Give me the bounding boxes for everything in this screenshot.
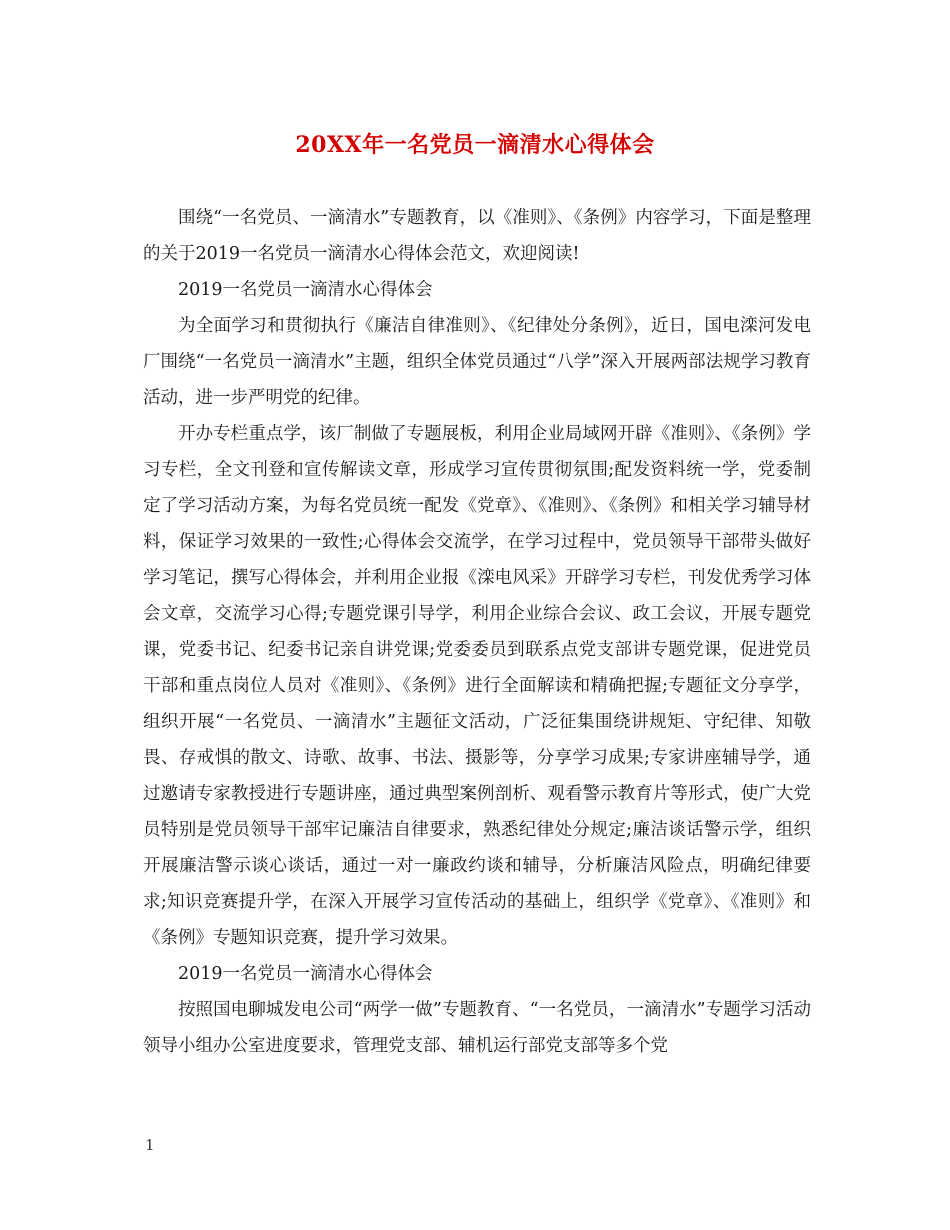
paragraph-3: 按照国电聊城发电公司“两学一做”专题教育、“一名党员，一滴清水”专题学习活动领导小组办公室进度要求，管理党支部、辅机运行部党支部等多个党: [143, 1000, 811, 1056]
document-title: 20XX年一名党员一滴清水心得体会: [295, 132, 655, 158]
document-body: [143, 200, 811, 1064]
section-heading-1: 2019一名党员一滴清水心得体会: [178, 280, 433, 300]
section-heading-2: 2019一名党员一滴清水心得体会: [178, 964, 433, 984]
page-number: 1: [145, 1136, 155, 1154]
paragraph-2: 开办专栏重点学，该厂制做了专题展板，利用企业局域网开辟《准则》、《条例》学习专栏，全文刊登和宣传解读文章，形成学习宣传贯彻氛围;配发资料统一学，党委制定了学习活动方案，为每名党员统一配发《党章》、《准则》、《条例》和相关学习辅导材料，保证学习效果的一致性;心得体会交流学，在学习过程中，党员领导干部带头做好学习笔记，撰写心得体会，并利用企业报《滦电风采》开辟学习专栏，刊发优秀学习体会文章，交流学习心得;专题党课引导学，利用企业综合会议、政工会议，开展专题党课，党委书记、纪委书记亲自讲党课;党委委员到联系点党支部讲专题党课，促进党员干部和重点岗位人员对《准则》、《条例》进行全面解读和精确把握;专题征文分享学，组织开展“一名党员、一滴清水”主题征文活动，广泛征集围绕讲规矩、守纪律、知敬畏、存戒惧的散文、诗歌、故事、书法、摄影等，分享学习成果;专家讲座辅导学，通过邀请专家教授进行专题讲座，通过典型案例剖析、观看警示教育片等形式，使广大党员特别是党员领导干部牢记廉洁自律要求，熟悉纪律处分规定;廉洁谈话警示学，组织开展廉洁警示谈心谈话，通过一对一廉政约谈和辅导，分析廉洁风险点，明确纪律要求;知识竞赛提升学，在深入开展学习宣传活动的基础上，组织学《党章》、《准则》和《条例》专题知识竞赛，提升学习效果。: [143, 424, 811, 948]
paragraph-intro: 围绕“一名党员、一滴清水”专题教育，以《准则》、《条例》内容学习，下面是整理的关于2019一名党员一滴清水心得体会范文，欢迎阅读!: [143, 208, 811, 264]
paragraph-1: 为全面学习和贯彻执行《廉洁自律准则》、《纪律处分条例》，近日，国电滦河发电厂围绕“一名党员一滴清水”主题，组织全体党员通过“八学”深入开展两部法规学习教育活动，进一步严明党的纪律。: [143, 316, 811, 408]
